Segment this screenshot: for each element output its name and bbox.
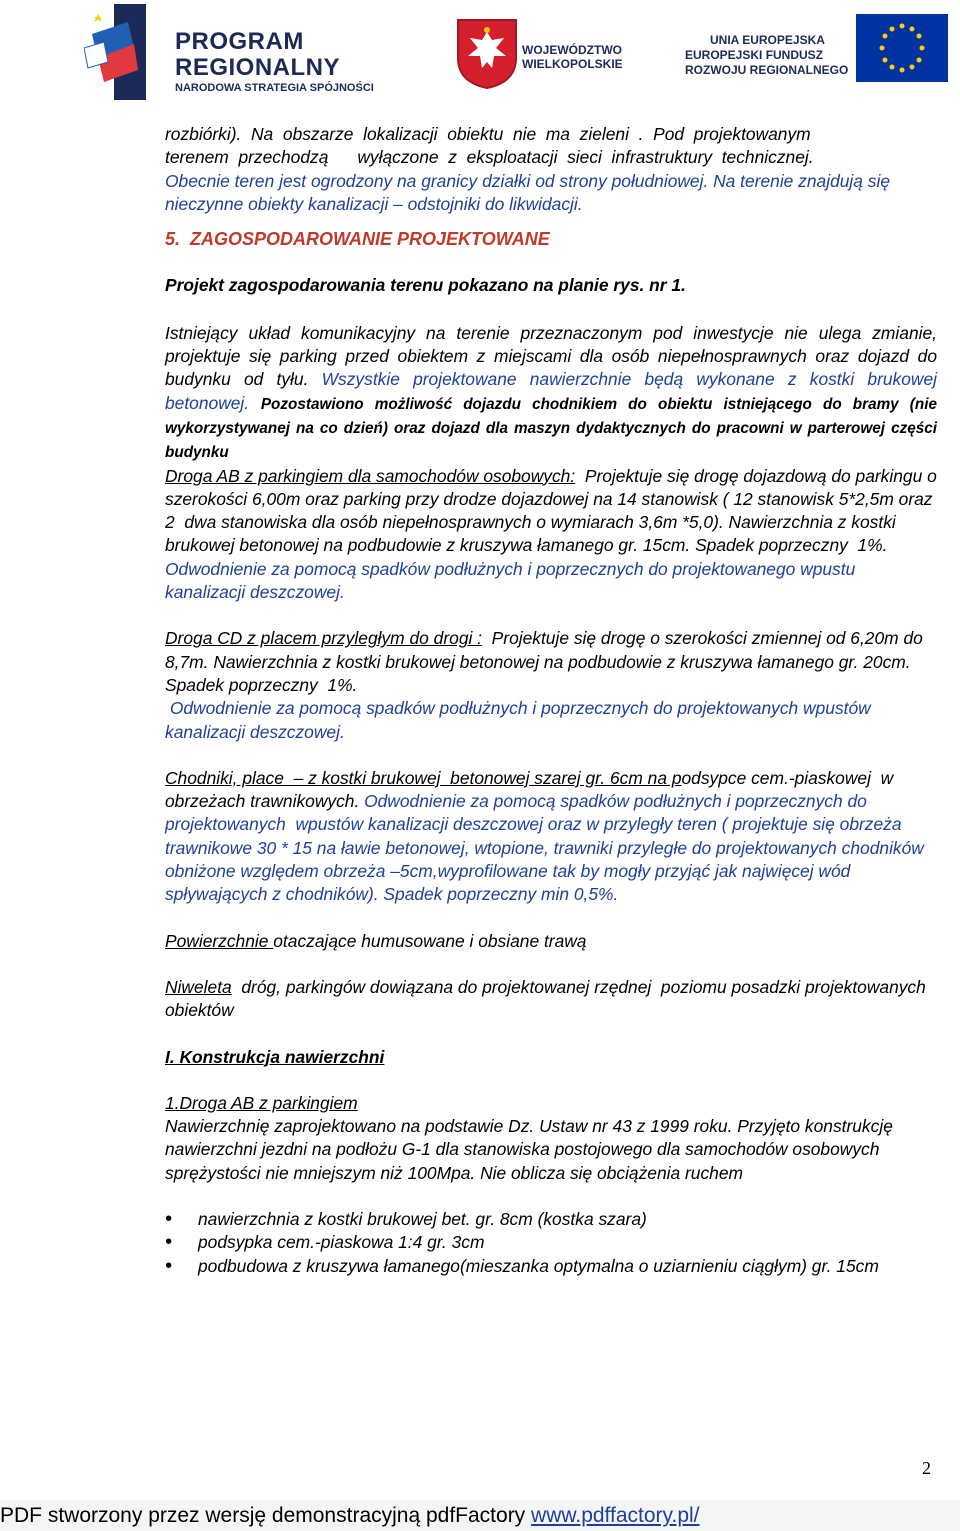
intro-blue-paragraph: Obecnie teren jest ogrodzony na granicy działki od strony południowej. Na terenie znajdują się nieczynne obiekty kanalizacji – odstojniki do likwidacji.	[165, 170, 891, 214]
droga-cd-blue-text: Odwodnienie za pomocą spadków podłużnych i poprzecznych do projektowanych wpustów kanalizacji deszczowej.	[165, 698, 876, 742]
wojewodztwo-label: WOJEWÓDZTWO	[522, 43, 622, 57]
chodniki-text: odsypce cem.-piaskowej w obrzeżach trawnikowych.	[165, 767, 899, 812]
pdffactory-link[interactable]: www.pdffactory.pl/	[531, 1504, 700, 1527]
program-title: PROGRAM	[175, 28, 304, 55]
intro-line-1: rozbiórki). Na obszarze lokalizacji obiektu nie ma zieleni . Pod projektowanym	[165, 124, 811, 144]
page-number: 2	[922, 1458, 931, 1478]
page-header	[0, 0, 960, 110]
regionalny-title: REGIONALNY	[175, 54, 341, 81]
section-5-heading: 5. ZAGOSPODAROWANIE PROJEKTOWANE	[165, 229, 550, 250]
intro-line-2: terenem przechodzą wyłączone z eksploatacji sieci infrastruktury technicznej.	[165, 147, 814, 168]
powierzchnie-paragraph	[165, 930, 937, 953]
list-item: • nawierzchnia z kostki brukowej bet. gr. 8cm (kostka szara)	[165, 1208, 937, 1231]
pozostawiono-text: Pozostawiono możliwość dojazdu chodnikiem do obiektu istniejącego do bramy (nie wykorzystywanej na co dzień) oraz dojazd dla maszyn dydaktycznych do pracowni w parterowej części budynku	[165, 395, 937, 462]
document-body	[165, 123, 942, 1278]
istniejacy-paragraph	[165, 322, 937, 465]
powierzchnie-text: otaczające humusowane i obsiane trawą	[273, 930, 587, 951]
droga-ab-blue-text: Odwodnienie za pomocą spadków podłużnych i poprzecznych do projektowanego wpustu kanalizacji deszczowej.	[165, 558, 861, 603]
istniejacy-blue-text: Wszystkie projektowane nawierzchnie będą wykonane z kostki brukowej betonowej.	[165, 369, 938, 413]
wielkopolska-crest-icon	[456, 18, 518, 90]
list-item: • podsypka cem.-piaskowa 1:4 gr. 3cm	[165, 1231, 937, 1254]
chodniki-blue-text: Odwodnienie za pomocą spadków podłużnych i poprzecznych do projektowanych wpustów kanalizacji deszczowej oraz w przyległy teren ( projektuje się obrzeża trawnikowe 30 * 15 na ławie betonowej, wtopione, trawniki przyległe do projektowanych chodników obniżone względem obrzeża –5cm,wyprofilowane tak by mogły przyjąć jak najwięcej wód spływających z chodników). Spadek poprzeczny min 0,5%.	[165, 791, 929, 905]
wielkopolskie-label: WIELKOPOLSKIE	[522, 57, 623, 71]
list-item: • podbudowa z kruszywa łamanego(mieszanka optymalna o uziarnieniu ciągłym) gr. 15cm	[165, 1255, 937, 1278]
istniejacy-text: Istniejący układ komunikacyjny na terenie przeznaczonym pod inwestycje nie ulega zmianie, projektuje się parking przed obiektem z miejscami dla osób niepełnosprawnych oraz dojazd do budynku od tyłu.	[165, 322, 937, 390]
projekt-line: Projekt zagospodarowania terenu pokazano na planie rys. nr 1.	[165, 275, 686, 296]
layer-list	[165, 1208, 937, 1278]
droga-cd-text: Projektuje się drogę o szerokości zmiennej od 6,20m do 8,7m. Nawierzchnia z kostki brukowej betonowej na podbudowie z kruszywa łamanego gr. 20cm. Spadek poprzeczny 1%.	[165, 628, 928, 695]
powierzchnie-title: Powierzchnie	[165, 930, 274, 951]
chodniki-title: Chodniki, place – z kostki brukowej betonowej szarej gr. 6cm na p	[165, 767, 682, 788]
strategia-subtitle: NARODOWA STRATEGIA SPÓJNOŚCI	[175, 82, 374, 94]
droga-cd-title: Droga CD z placem przyległym do drogi :	[165, 628, 483, 649]
nawierzchnia-paragraph: Nawierzchnię zaprojektowano na podstawie Dz. Ustaw nr 43 z 1999 roku. Przyjęto konstrukcję nawierzchni jezdni na podłożu G-1 dla stanowiska postojowego dla samochodów osobowych sprężystości nie mniejszym niż 100Mpa. Nie oblicza się obciążenia ruchem	[165, 1116, 893, 1183]
niweleta-title: Niweleta	[165, 976, 232, 997]
droga-ab-subheading: 1.Droga AB z parkingiem	[165, 1092, 358, 1113]
chodniki-paragraph	[165, 767, 937, 907]
unia-europejska-label: UNIA EUROPEJSKA	[710, 33, 825, 47]
program-regionalny-emblem-icon	[84, 4, 164, 104]
niweleta-paragraph	[165, 976, 937, 1023]
konstrukcja-heading: I. Konstrukcja nawierzchni	[165, 1046, 385, 1067]
eu-flag-icon	[856, 14, 948, 82]
pdf-footer	[0, 1500, 960, 1531]
droga-ab-text: Projektuje się drogę dojazdową do parkingu o szerokości 6,00m oraz parking przy drodze dojazdowej na 14 stanowisk ( 12 stanowisk 5*2,5m oraz 2 dwa stanowiska dla osób niepełnosprawnych o wymiarach 3,6m *5,0). Nawierzchnia z kostki brukowej betonowej na podbudowie z kruszywa łamanego gr. 15cm. Spadek poprzeczny 1%.	[165, 465, 942, 556]
droga-ab-title: Droga AB z parkingiem dla samochodów osobowych:	[165, 465, 576, 486]
fundusz-label: EUROPEJSKI FUNDUSZ	[685, 48, 824, 62]
droga-cd-paragraph	[165, 627, 937, 743]
footer-text: PDF stworzony przez wersję demonstracyjną pdfFactory	[0, 1504, 532, 1527]
niweleta-text: dróg, parkingów dowiązana do projektowanej rzędnej poziomu posadzki projektowanych obiektów	[165, 976, 931, 1021]
droga-ab-paragraph	[165, 465, 942, 605]
rozwoju-label: ROZWOJU REGIONALNEGO	[685, 63, 849, 77]
